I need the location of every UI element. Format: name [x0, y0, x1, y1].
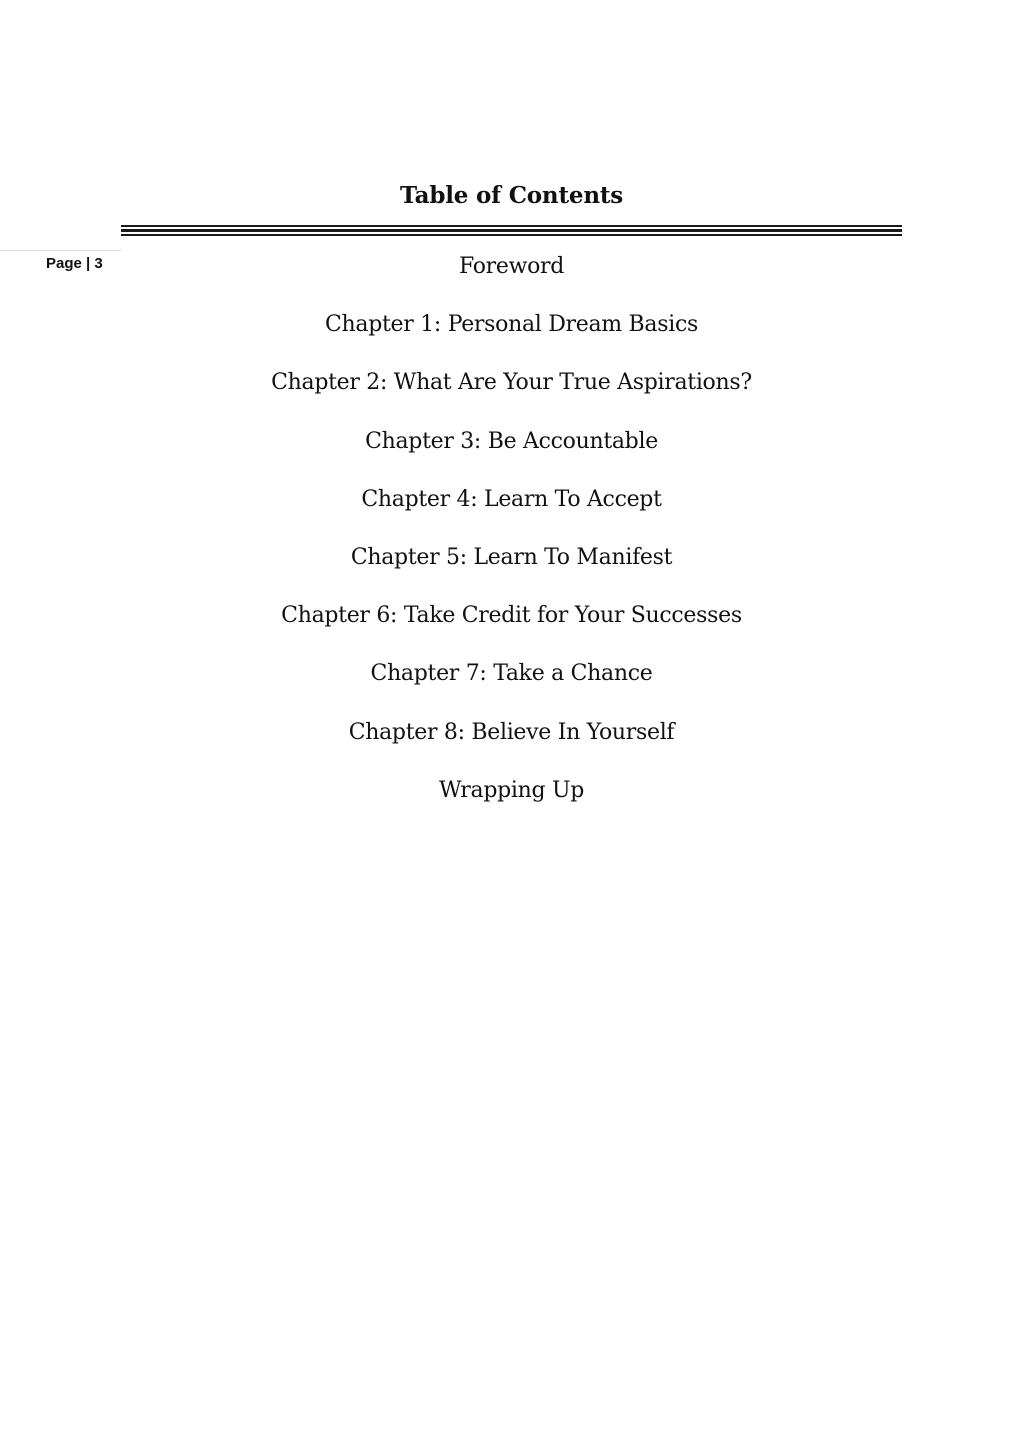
- toc-item-chapter-5[interactable]: Chapter 5: Learn To Manifest: [350, 544, 673, 570]
- toc-item-chapter-6[interactable]: Chapter 6: Take Credit for Your Successes: [281, 603, 742, 629]
- divider-line-top: [121, 225, 902, 227]
- divider-line-bottom: [121, 234, 902, 236]
- divider-line-middle: [121, 229, 902, 232]
- page-number: Page | 3: [46, 255, 103, 272]
- toc-item-foreword[interactable]: Foreword: [458, 254, 565, 279]
- toc-item-chapter-3[interactable]: Chapter 3: Be Accountable: [365, 428, 658, 454]
- toc-item-chapter-8[interactable]: Chapter 8: Believe In Yourself: [348, 719, 675, 745]
- toc-list: [0, 250, 1023, 832]
- toc-item-chapter-7[interactable]: Chapter 7: Take a Chance: [370, 661, 653, 687]
- title-divider: [121, 225, 902, 237]
- toc-item-wrapping-up[interactable]: Wrapping Up: [438, 777, 585, 803]
- toc-item-chapter-4[interactable]: Chapter 4: Learn To Accept: [361, 486, 662, 512]
- toc-title: Table of Contents: [399, 182, 624, 209]
- toc-item-chapter-2[interactable]: Chapter 2: What Are Your True Aspirations?: [271, 370, 752, 396]
- toc-item-chapter-1[interactable]: Chapter 1: Personal Dream Basics: [325, 312, 698, 338]
